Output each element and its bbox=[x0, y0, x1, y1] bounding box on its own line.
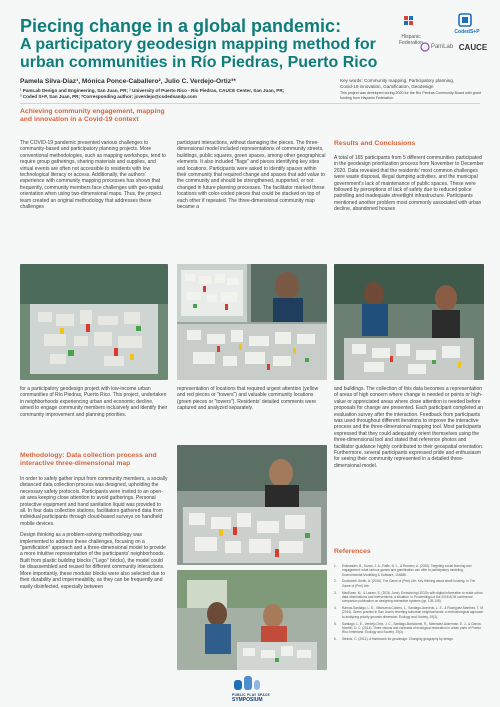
pamlab-label: PamLab bbox=[430, 44, 454, 50]
reference-number: 3. bbox=[334, 590, 337, 595]
reference-item bbox=[334, 637, 484, 641]
title-line-2: A participatory geodesign mapping method for urban communities in Río Piedras, Puerto Rico bbox=[20, 36, 378, 71]
photo-facilitator-table bbox=[177, 445, 327, 565]
photo-facilitators bbox=[334, 264, 484, 380]
cauce-label: CAUCE bbox=[458, 43, 488, 52]
photo-model-overview bbox=[20, 264, 168, 380]
reference-number: 4. bbox=[334, 606, 337, 611]
reference-number: 1. bbox=[334, 564, 337, 568]
method-paragraph: Design thinking as a problem-solving methodology was implemented to address these challenges, focusing on a "gamification" approach and a three-dimensional model to provide a more intuitive representation of the participants' neighborhoods. Built from plastic building blocks ("Lego" bricks), the model could be disassembled and reused for different community interactions. More importantly, these modular blocks were also selected due to their durability and impermeability, as they can be frequently and easily disinfected, especially between bbox=[20, 532, 166, 590]
reference-item bbox=[334, 579, 484, 588]
method-heading: Methodology: Data collection process and interactive three-dimensional map bbox=[20, 452, 157, 467]
reference-item bbox=[334, 622, 484, 635]
coded-label: CodedS+P bbox=[454, 29, 480, 35]
hispanic-federation-logo bbox=[396, 14, 426, 36]
poster-title bbox=[20, 16, 380, 72]
results-heading: Results and Conclusions bbox=[334, 140, 416, 147]
reference-item bbox=[334, 606, 484, 619]
reference-item bbox=[334, 564, 484, 577]
hispanic-federation-label: Hispanic Federation bbox=[399, 34, 423, 46]
pamlab-logo bbox=[420, 42, 430, 52]
method-paragraph: In order to safely gather input from community members, a socially distanced data collection process was designed, upholding the necessary safety protocols. Participants were invited to an open-air area keeping close attention to avoid gatherings. Personal protective equipment and hand sanitation liquid was provided to all. In four data collection stations, facilitators gathered data from individual participants through cloud-based surveys on handheld mobile devices. bbox=[20, 476, 168, 527]
symposium-logo bbox=[232, 672, 302, 702]
header-divider bbox=[20, 103, 480, 104]
middle-text-continued: representation of locations that required urgent attention (yellow and red pieces or "towers") and valuable community locations (green pieces or "towers"). Residents' detailed comments were captured and analyzed separately. bbox=[177, 386, 319, 412]
references-list bbox=[334, 564, 484, 644]
affiliations bbox=[20, 88, 330, 99]
intro-text: The COVID-19 pandemic presented various challenges to community-based and participatory planning projects. More conventional methodologies, such as mapping workshops, tend to require group gatherings, sharing materials and supplies, and virtual events are often not accessible to residents with low technological literacy or access. Additionally, the authors' experience with community mapping processes has shown that frequently, community members face challenges with geo-spatial orientation when using two-dimensional maps. Thus, the project team created an original methodology that addresses these challenges bbox=[20, 140, 166, 211]
intro-heading: Achieving community engagement, mapping and innovation in a Covid-19 context bbox=[20, 108, 165, 123]
photo-outdoor-station bbox=[177, 570, 327, 670]
reference-text: Duckworth-Smith, A. (2016). The Game of (Peri) Life: Key thinking about small housing. In The Game of (Peri) Life. bbox=[342, 579, 476, 588]
title-line-1: Piecing change in a global pandemic: bbox=[20, 16, 342, 36]
references-heading: References bbox=[334, 548, 371, 555]
reference-number: 5. bbox=[334, 621, 337, 626]
keywords-line: Covid-19 innovation, Gamification, Geodesign bbox=[340, 84, 434, 90]
results-text: A total of 165 participants from 5 different communities participated in the geodesign prioritization process from November to December 2020. Data revealed that the residents' most common challenges were waste disposal, illegal dumping activities, and the municipal government's lack of maintenance of public spaces. These were followed by perceptions of lack of safety due to reduced police patrolling and inadequate streetlight infrastructure. Participants mentioned another problem most commonly associated with urban decline, abandoned houses bbox=[334, 155, 484, 213]
funding-note: This project was developed during 2020 for the Río Piedras Community Board with grant funding from Hispanic Federation. bbox=[340, 91, 481, 101]
symposium-emblem bbox=[232, 672, 262, 692]
reference-text: Eskinasien, B., Duran, J. A., Rafle, N. L., & Romero, A. (2020). Targeting social learning and engagement: what serious games and gamification can offer to participatory modeling. Environmental Modelling & Software, 104888. bbox=[342, 564, 472, 577]
reference-text: MacEwan, M., & Lazaro, E. (2016, June). Envisioning LEGOs with digital information to make urban data observations and interventions: a situation. In Proceedings of the 2016 ACM conference companion publication on designing interactive systems (pp. 105-108). bbox=[342, 590, 483, 604]
results-text-continued: and buildings. The collection of this data becomes a representation of areas of high concern where change is needed or points or high-value or appreciated areas where close attention is needed before proposals for change are presented. Each participant completed an evaluation survey after the interaction. Feedback from participants was used throughout different iterations to improve the interactive process and the three-dimensional mapping tool. Most participants expressed that they could adequately orient themselves using the three-dimensional tool and stated that reference photos and facilitator guidance highly contributed to their geospatial orientation. Furthermore, several participants expressed pride and enthusiasm for seeing their community represented in a detailed three-dimensional model. bbox=[334, 386, 484, 469]
affiliation-line: ¹ PamLab Design and Engineering, San Juan, PR; ² University of Puerto Rico - Río Piedras, CAUCE Center, San Juan, PR; bbox=[20, 88, 285, 93]
middle-text: participant interactions, without damaging the pieces. The three-dimensional model included representations of community streets, buildings, public squares, green spaces, among other geographical elements. It also included "flags" and pieces identifying key sites and locations. Participants were asked to identify spaces within their community that required change and spaces that add value to the community and should be strengthened, supported, or not changed in future planning processes. The facilitator marked these locations with color-coded pieces that could be stacked on top of each other if repeated. The three-dimensional community map became a bbox=[177, 140, 326, 211]
symposium-line-1: PUBLIC PLAY SPACE bbox=[232, 693, 271, 697]
author-list: Pamela Silva-Díaz¹, Mónica Ponce-Caballero², Julio C. Verdejo-Ortiz³* bbox=[20, 78, 236, 85]
intro-text-continued: for a participatory geodesign project with low-income urban communities of Río Piedras, Puerto Rico. This project, undertaken in neighborhoods experiencing urban and economic decline, aimed to engage community members inclusively and identify their community improvement and planning priorities. bbox=[20, 386, 168, 418]
keywords-line: Key words: Community mapping, Participatory planning, bbox=[340, 78, 455, 83]
reference-text: Ramos-Santiago, L. E., Villanueva-Cubero, L., Santiago-Acevedo, L. E., & Rodriguez-Martinez, T. M. (2014). Green practice in San Juan's reverting suburban neighborhoods: a methodological approach to analyzing priority grounds dimension. Ecology and Society, 19(3). bbox=[342, 606, 484, 619]
logo-group bbox=[392, 12, 492, 62]
reference-text: Steinitz, C. (2012). A framework for geodesign: Changing geography by design. bbox=[342, 637, 454, 642]
reference-number: 2. bbox=[334, 579, 337, 584]
photo-participants-map bbox=[177, 264, 327, 380]
method-text bbox=[20, 476, 168, 590]
reference-text: Santiago, L. E., Verdejo-Ortiz, J. C., Santiago-Bartolomei, R., Melendez-Ackerman, E. J., & Garcia-Montiel, D. C. (2014). Three visions and contrasts of ecological restoration in urban parts of Puerto Rico hinterland. Ecology and Society, 19(3). bbox=[342, 621, 482, 635]
reference-item bbox=[334, 591, 484, 604]
reference-number: 6. bbox=[334, 637, 337, 642]
symposium-line-2: SYMPOSIUM bbox=[232, 697, 263, 703]
affiliation-line: ³ Coded S+P, San Juan, PR; *Corresponding author: jcverdejo@codedsandp.com bbox=[20, 93, 197, 99]
keywords-block bbox=[340, 78, 490, 101]
